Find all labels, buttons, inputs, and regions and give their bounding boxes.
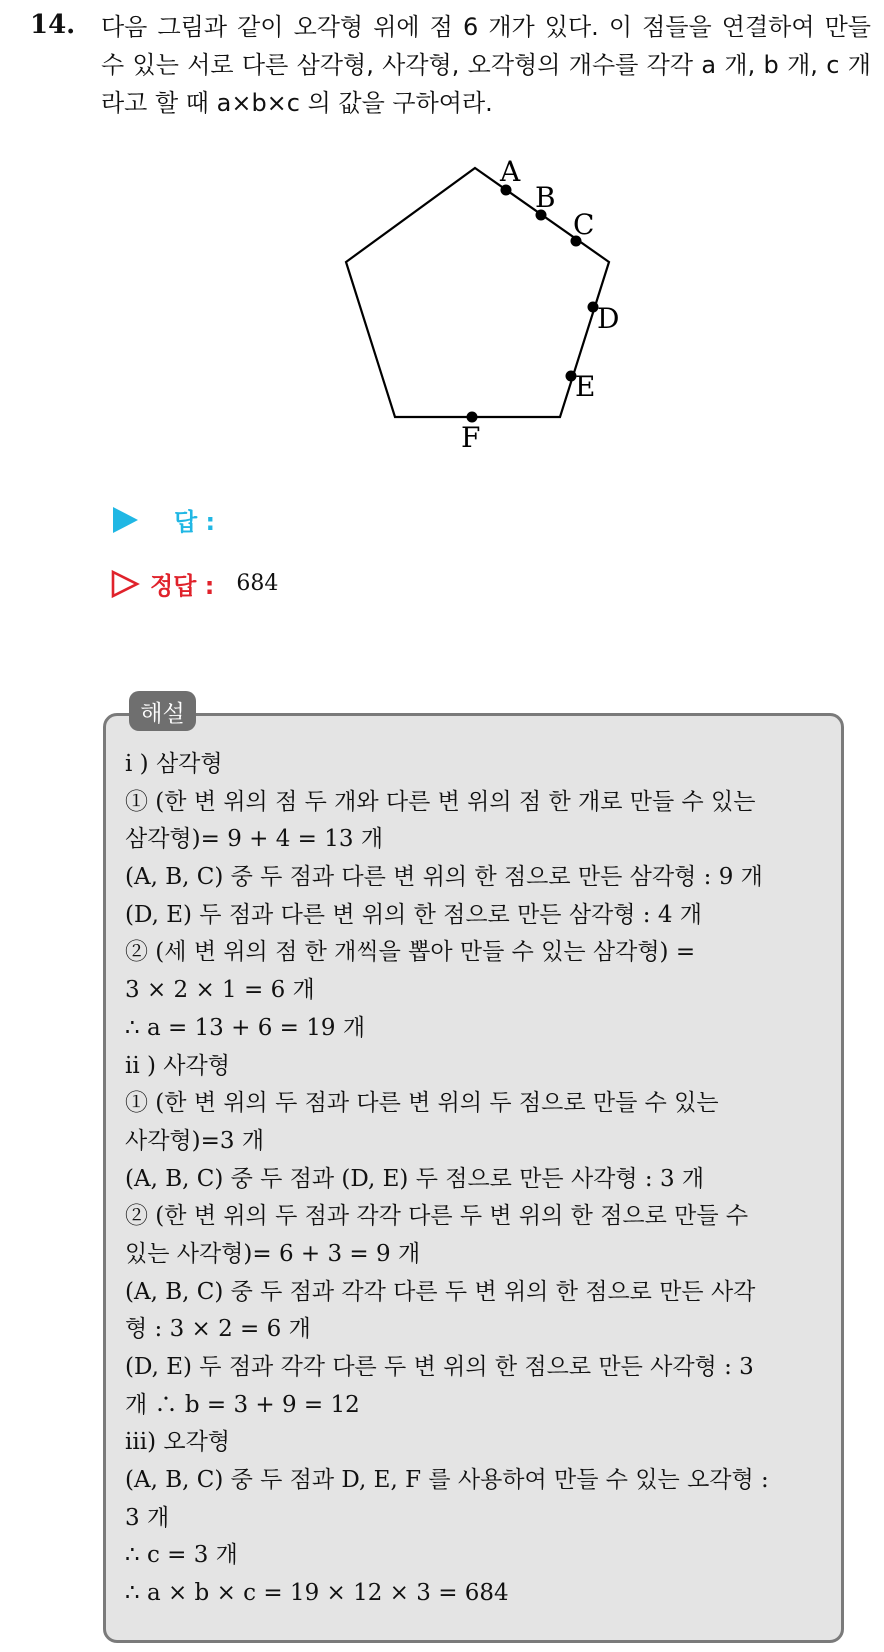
solution-line: 3 × 2 × 1 = 6 개	[125, 977, 315, 1004]
play-outline-icon	[110, 569, 140, 599]
correct-answer-row	[110, 566, 278, 601]
solution-line: 삼각형)= 9 + 4 = 13 개	[125, 826, 384, 853]
solution-line: ∴ c = 3 개	[125, 1542, 238, 1569]
correct-answer-label: 정답 :	[150, 572, 215, 600]
play-filled-icon	[110, 505, 140, 535]
solution-line: 사각형)=3 개	[125, 1127, 265, 1154]
solution-line: 있는 사각형)= 6 + 3 = 9 개	[125, 1240, 421, 1267]
solution-line: ② (한 변 위의 두 점과 각각 다른 두 변 위의 한 점으로 만들 수	[125, 1203, 749, 1230]
solution-line: 형 : 3 × 2 = 6 개	[125, 1316, 311, 1343]
solution-line: (A, B, C) 중 두 점과 (D, E) 두 점으로 만든 사각형 : 3 개	[125, 1165, 705, 1192]
question-text: 다음 그림과 같이 오각형 위에 점 6 개가 있다. 이 점들을 연결하여 만들 수 있는 서로 다른 삼각형, 사각형, 오각형의 개수를 각각 a 개, b 개, c 개라고 할 때 a×b×c 의 값을 구하여라.	[101, 13, 871, 117]
pentagon-figure	[330, 150, 620, 450]
solution-line: i ) 삼각형	[125, 751, 223, 777]
solution-line: 개 ∴ b = 3 + 9 = 12	[125, 1391, 360, 1418]
solution-line: ii ) 사각형	[125, 1052, 230, 1079]
solution-line: (D, E) 두 점과 각각 다른 두 변 위의 한 점으로 만든 사각형 : 3	[125, 1354, 754, 1380]
label-c: C	[573, 208, 595, 241]
answer-blank-label: 답 :	[174, 508, 216, 536]
solution-line: 3 개	[125, 1504, 170, 1531]
correct-answer-value: 684	[236, 571, 279, 596]
question-number: 14.	[30, 10, 76, 40]
solution-line: ∴ a = 13 + 6 = 19 개	[125, 1014, 366, 1041]
label-d: D	[597, 302, 620, 335]
label-b: B	[535, 181, 556, 214]
solution-body	[125, 746, 830, 1613]
solution-line: iii) 오각형	[125, 1429, 231, 1456]
label-a: A	[500, 155, 521, 188]
solution-line: (A, B, C) 중 두 점과 D, E, F 를 사용하여 만들 수 있는 오각형 :	[125, 1467, 769, 1494]
solution-line: ① (한 변 위의 두 점과 다른 변 위의 두 점으로 만들 수 있는	[125, 1090, 719, 1117]
solution-line: (A, B, C) 중 두 점과 다른 변 위의 한 점으로 만든 삼각형 : 9 개	[125, 864, 763, 891]
label-f: F	[461, 421, 481, 450]
solution-tab: 해설	[129, 691, 196, 731]
solution-line: (A, B, C) 중 두 점과 각각 다른 두 변 위의 한 점으로 만든 사각	[125, 1278, 756, 1305]
solution-line: (D, E) 두 점과 다른 변 위의 한 점으로 만든 삼각형 : 4 개	[125, 901, 703, 928]
answer-blank-row	[110, 502, 215, 537]
solution-line: ① (한 변 위의 점 두 개와 다른 변 위의 점 한 개로 만들 수 있는	[125, 788, 756, 815]
solution-line: ∴ a × b × c = 19 × 12 × 3 = 684	[125, 1580, 509, 1607]
label-e: E	[575, 370, 596, 403]
solution-line: ② (세 변 위의 점 한 개씩을 뽑아 만들 수 있는 삼각형) =	[125, 939, 696, 966]
